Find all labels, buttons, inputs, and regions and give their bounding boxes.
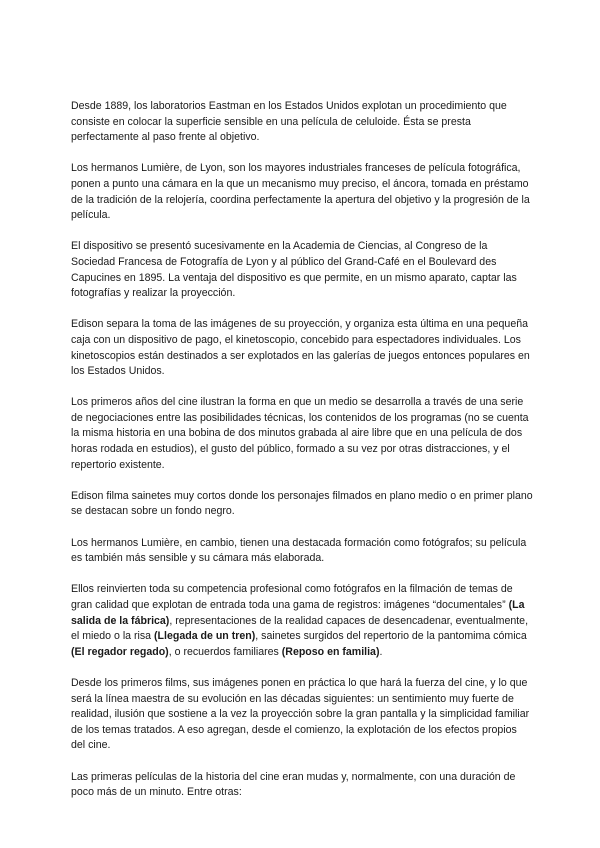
paragraph <box>71 239 533 301</box>
paragraph <box>71 395 533 473</box>
text-run: . <box>379 645 383 658</box>
text-run: Los primeros años del cine ilustran la forma en que un medio se desarrolla a través de una serie de negociaciones entre las posibilidades técnicas, los contenidos de los programas (no se cuenta la misma historia en una bobina de dos minutos grabada al aire libre que en una película de dos horas rodada en estudios), el gusto del público, formado a su vez por otras distracciones, y el repertorio existente. <box>71 396 529 471</box>
text-run: , representaciones de la realidad capaces de desencadenar, eventualmente, el miedo o la risa <box>71 614 529 643</box>
film-title: (Reposo en familia) <box>281 645 380 658</box>
film-title: (El regador regado) <box>71 645 169 658</box>
text-run: , o recuerdos familiares <box>168 645 282 658</box>
paragraph <box>71 770 533 801</box>
paragraph <box>71 161 533 223</box>
paragraph <box>71 317 533 379</box>
film-title: (La salida de la fábrica) <box>71 599 525 627</box>
text-run: Ellos reinvierten toda su competencia profesional como fotógrafos en la filmación de temas de gran calidad que explotan de entrada toda una gama de registros: imágenes “documentales” <box>71 583 513 611</box>
text-run: Edison filma sainetes muy cortos donde los personajes filmados en plano medio o en primer plano se destacan sobre un fondo negro. <box>71 489 533 518</box>
text-run: El dispositivo se presentó sucesivamente en la Academia de Ciencias, al Congreso de la Sociedad Francesa de Fotografía de Lyon y al público del Grand-Café en el Boulevard des Capucines en 1895. La ventaja del dispositivo es que permite, en un mismo aparato, captar las fotografías y realizar la proyección. <box>71 240 517 300</box>
paragraph <box>71 676 533 754</box>
text-run: Desde los primeros films, sus imágenes ponen en práctica lo que hará la fuerza del cine, y lo que será la línea maestra de su evolución en las décadas siguientes: un sentimiento muy fuerte de realidad, ilusión que sostiene a la vez la proyección sobre la gran pantalla y la simplicidad familiar de los temas tratados. A eso agregan, desde el comienzo, la explotación de los efectos propios del cine. <box>71 676 530 752</box>
paragraph <box>71 536 533 567</box>
document-body <box>71 99 533 816</box>
text-run: , sainetes surgidos del repertorio de la pantomima cómica <box>255 630 527 643</box>
paragraph <box>71 489 533 520</box>
film-title: (Llegada de un tren) <box>154 630 256 643</box>
text-run: Los hermanos Lumière, en cambio, tienen una destacada formación como fotógrafos; su película es también más sensible y su cámara más elaborada. <box>71 536 527 565</box>
text-run: Los hermanos Lumière, de Lyon, son los mayores industriales franceses de película fotográfica, ponen a punto una cámara en la que un mecanismo muy preciso, el áncora, tomada en préstamo de la tradición de la relojería, coordina perfectamente la apertura del objetivo y la progresión de la película. <box>71 162 530 222</box>
text-run: Las primeras películas de la historia del cine eran mudas y, normalmente, con una duración de poco más de un minuto. Entre otras: <box>71 770 516 799</box>
paragraph <box>71 582 533 660</box>
text-run: Edison separa la toma de las imágenes de su proyección, y organiza esta última en una pequeña caja con un dispositivo de pago, el kinetoscopio, concebido para espectadores individuales. Los kinetoscopios están destinados a ser explotados en las galerías de juegos entonces populares en los Estados Unidos. <box>71 318 530 378</box>
paragraph <box>71 99 533 146</box>
text-run: Desde 1889, los laboratorios Eastman en los Estados Unidos explotan un procedimiento que consiste en colocar la superficie sensible en una película de celuloide. Ésta se presta perfectamente al paso frente al objetivo. <box>71 100 507 144</box>
